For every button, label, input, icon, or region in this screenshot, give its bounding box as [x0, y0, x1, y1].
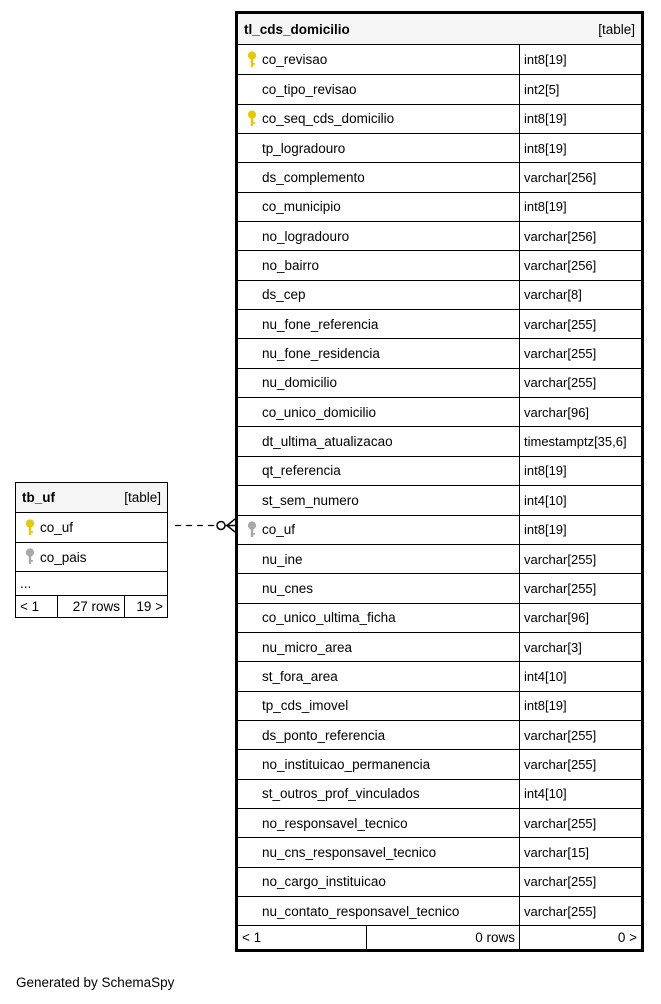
column-type: int8[19]	[524, 52, 567, 68]
blank-icon	[242, 75, 262, 103]
blank-icon	[242, 427, 262, 455]
column-name-cell	[238, 868, 520, 896]
column-name-cell	[238, 838, 520, 866]
column-name: qt_referencia	[262, 463, 341, 479]
blank-icon	[242, 633, 262, 661]
column-name-cell	[238, 281, 520, 309]
column-type: int8[19]	[524, 140, 567, 156]
column-row[interactable]	[238, 749, 641, 778]
primary-key-icon	[242, 105, 262, 133]
table-header	[238, 14, 641, 45]
footer-prev: < 1	[16, 596, 58, 617]
table-tl-cds-domicilio[interactable]	[235, 11, 644, 952]
column-type: varchar[255]	[524, 756, 597, 772]
column-name-cell	[238, 339, 520, 367]
column-type: varchar[255]	[524, 874, 597, 890]
column-name: nu_contato_responsavel_tecnico	[262, 903, 460, 919]
column-type: varchar[256]	[524, 228, 597, 244]
column-type: varchar[255]	[524, 551, 597, 567]
column-type: varchar[255]	[524, 727, 597, 743]
column-name: co_municipio	[262, 199, 341, 215]
column-name: co_uf	[40, 520, 74, 535]
column-row[interactable]	[238, 779, 641, 808]
column-row[interactable]	[238, 338, 641, 367]
column-name: nu_domicilio	[262, 375, 338, 391]
column-row[interactable]	[238, 74, 641, 103]
column-name-cell	[238, 457, 520, 485]
column-name-cell	[238, 780, 520, 808]
column-name-cell	[238, 369, 520, 397]
column-name: nu_ine	[262, 551, 303, 567]
column-name: co_tipo_revisao	[262, 82, 357, 98]
column-type: int8[19]	[524, 463, 567, 479]
column-name: co_revisao	[262, 52, 328, 68]
column-type: varchar[256]	[524, 258, 597, 274]
blank-icon	[242, 604, 262, 632]
column-type: int8[19]	[524, 522, 567, 538]
column-type: varchar[256]	[524, 170, 597, 186]
column-row[interactable]	[238, 280, 641, 309]
column-name-cell	[238, 427, 520, 455]
column-row[interactable]	[238, 573, 641, 602]
column-name: dt_ultima_atualizacao	[262, 434, 393, 450]
column-type: varchar[3]	[524, 639, 582, 655]
blank-icon	[242, 868, 262, 896]
column-name: nu_cnes	[262, 580, 314, 596]
column-type: int4[10]	[524, 668, 567, 684]
column-name: tp_cds_imovel	[262, 698, 349, 714]
column-name-cell	[238, 516, 520, 544]
column-name-cell	[238, 45, 520, 74]
column-row[interactable]	[238, 192, 641, 221]
column-name-cell	[16, 543, 167, 571]
table-footer	[16, 595, 167, 617]
column-type: varchar[255]	[524, 346, 597, 362]
column-name: nu_micro_area	[262, 639, 353, 655]
blank-icon	[242, 193, 262, 221]
column-name-cell	[238, 163, 520, 191]
column-row[interactable]	[238, 397, 641, 426]
column-name-cell	[238, 134, 520, 162]
column-list	[238, 45, 641, 925]
blank-icon	[242, 163, 262, 191]
table-kind: [table]	[598, 21, 635, 37]
column-name-cell	[238, 105, 520, 133]
column-name-cell	[16, 513, 167, 542]
column-name-cell	[238, 574, 520, 602]
column-row[interactable]	[238, 368, 641, 397]
column-name: nu_cns_responsavel_tecnico	[262, 844, 437, 860]
blank-icon	[242, 398, 262, 426]
column-type: varchar[255]	[524, 903, 597, 919]
column-name: co_unico_domicilio	[262, 404, 377, 420]
column-name-cell	[238, 75, 520, 103]
column-name: no_cargo_instituicao	[262, 874, 386, 890]
column-name: nu_fone_residencia	[262, 346, 380, 362]
column-type: varchar[15]	[524, 844, 590, 860]
column-type: timestamptz[35,6]	[524, 434, 627, 450]
column-name-cell	[238, 662, 520, 690]
column-type: varchar[255]	[524, 316, 597, 332]
column-name-cell	[238, 486, 520, 514]
column-type: varchar[255]	[524, 580, 597, 596]
column-name: no_instituicao_permanencia	[262, 756, 431, 772]
crowfoot-top	[227, 519, 235, 526]
blank-icon	[242, 310, 262, 338]
blank-icon	[242, 574, 262, 602]
column-row[interactable]	[238, 456, 641, 485]
blank-icon	[242, 222, 262, 250]
column-name-cell	[238, 692, 520, 720]
blank-icon	[242, 838, 262, 866]
column-name: st_fora_area	[262, 668, 338, 684]
column-name: co_unico_ultima_ficha	[262, 610, 396, 626]
column-type: int2[5]	[524, 82, 560, 98]
column-name: ds_cep	[262, 287, 306, 303]
table-name: tb_uf	[22, 490, 55, 505]
column-row[interactable]	[238, 104, 641, 133]
column-name-cell	[238, 721, 520, 749]
footer-row-count: 27 rows	[58, 596, 125, 617]
blank-icon	[242, 545, 262, 573]
column-row[interactable]	[238, 221, 641, 250]
column-row[interactable]	[238, 309, 641, 338]
blank-icon	[242, 251, 262, 279]
footer-next: 0 >	[617, 930, 637, 946]
column-name: co_seq_cds_domicilio	[262, 111, 395, 127]
column-type: int4[10]	[524, 786, 567, 802]
column-list	[16, 513, 167, 571]
column-row[interactable]	[238, 485, 641, 514]
column-name-cell	[238, 251, 520, 279]
table-kind: [table]	[124, 490, 161, 505]
blank-icon	[242, 339, 262, 367]
column-row[interactable]	[238, 45, 641, 74]
column-row[interactable]	[238, 162, 641, 191]
column-name-cell	[238, 193, 520, 221]
blank-icon	[242, 134, 262, 162]
column-row[interactable]	[238, 808, 641, 837]
column-name-cell	[238, 633, 520, 661]
column-name: no_logradouro	[262, 228, 350, 244]
column-row[interactable]	[238, 426, 641, 455]
table-header	[16, 483, 167, 513]
column-row[interactable]	[238, 720, 641, 749]
column-name: no_responsavel_tecnico	[262, 815, 408, 831]
column-name-cell	[238, 310, 520, 338]
blank-icon	[242, 721, 262, 749]
column-row[interactable]	[238, 691, 641, 720]
relationship-connector	[168, 515, 236, 537]
column-row[interactable]	[16, 542, 167, 571]
column-name: co_uf	[262, 522, 296, 538]
table-name: tl_cds_domicilio	[244, 21, 350, 37]
optional-circle	[217, 522, 225, 530]
column-name: co_pais	[40, 549, 87, 565]
footer-prev: < 1	[238, 926, 367, 949]
column-type: varchar[255]	[524, 375, 597, 391]
column-row[interactable]	[238, 867, 641, 896]
column-row[interactable]	[238, 632, 641, 661]
blank-icon	[242, 369, 262, 397]
blank-icon	[242, 809, 262, 837]
column-name-cell	[238, 222, 520, 250]
column-row[interactable]	[238, 133, 641, 162]
column-type: varchar[8]	[524, 287, 582, 303]
column-name-cell	[238, 545, 520, 573]
footer-next: 19 >	[136, 599, 163, 614]
column-row[interactable]	[238, 515, 641, 544]
column-row[interactable]	[238, 896, 641, 925]
column-type: int8[19]	[524, 111, 567, 127]
blank-icon	[242, 486, 262, 514]
column-name-cell	[238, 398, 520, 426]
primary-key-icon	[242, 45, 262, 74]
foreign-key-icon	[20, 543, 40, 571]
blank-icon	[242, 897, 262, 925]
table-tb-uf[interactable]	[15, 482, 168, 618]
column-name: ds_ponto_referencia	[262, 727, 386, 743]
column-name: tp_logradouro	[262, 140, 346, 156]
blank-icon	[242, 457, 262, 485]
blank-icon	[242, 780, 262, 808]
column-type: int8[19]	[524, 199, 567, 215]
column-row[interactable]	[238, 837, 641, 866]
column-row[interactable]	[238, 544, 641, 573]
column-name-cell	[238, 750, 520, 778]
column-type: int4[10]	[524, 492, 567, 508]
column-type: varchar[96]	[524, 404, 590, 420]
more-columns: ...	[16, 571, 167, 595]
column-row[interactable]	[238, 250, 641, 279]
column-type: varchar[96]	[524, 610, 590, 626]
column-name-cell	[238, 897, 520, 925]
credit-text: Generated by SchemaSpy	[16, 975, 175, 990]
blank-icon	[242, 692, 262, 720]
primary-key-icon	[20, 513, 40, 542]
column-name: st_sem_numero	[262, 492, 359, 508]
column-name: ds_complemento	[262, 170, 365, 186]
footer-row-count: 0 rows	[367, 926, 520, 949]
column-type: varchar[255]	[524, 815, 597, 831]
column-row[interactable]	[238, 603, 641, 632]
column-type: int8[19]	[524, 698, 567, 714]
column-row[interactable]	[238, 661, 641, 690]
blank-icon	[242, 662, 262, 690]
column-name-cell	[238, 604, 520, 632]
column-name: st_outros_prof_vinculados	[262, 786, 420, 802]
foreign-key-icon	[242, 516, 262, 544]
table-footer	[238, 925, 641, 949]
column-row[interactable]	[16, 513, 167, 542]
blank-icon	[242, 750, 262, 778]
crowfoot-bottom	[227, 526, 235, 533]
blank-icon	[242, 281, 262, 309]
column-name-cell	[238, 809, 520, 837]
column-name: no_bairro	[262, 258, 320, 274]
column-name: nu_fone_referencia	[262, 316, 379, 332]
